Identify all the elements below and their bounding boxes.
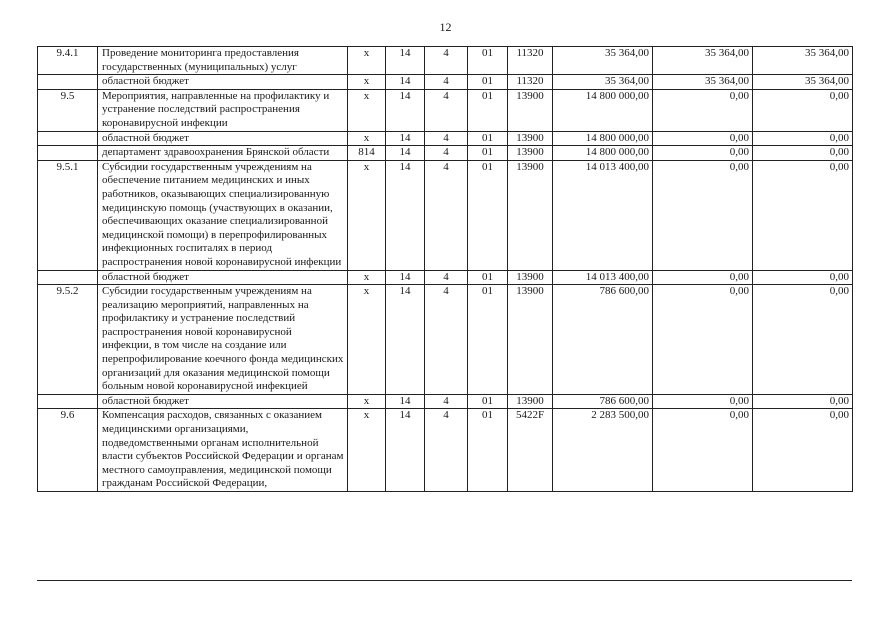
amount-year3-cell: 0,00 [753,89,853,131]
description-cell: Мероприятия, направленные на профилактику и устранение последствий распространения коронавирусной инфекции [98,89,348,131]
table-row [38,409,853,492]
amount-year1-cell: 14 800 000,00 [553,146,653,161]
description-cell: департамент здравоохранения Брянской области [98,146,348,161]
admin-code-cell: x [348,409,386,492]
description-cell: Субсидии государственным учреждениям на обеспечение питанием медицинских и иных работников, оказывающих специализированную медицинскую помощь (участвующих в оказании, обеспечивающих оказание специализированной медицинской помощи) в перепрофилированных инфекционных госпиталях в период распространения новой коронавирусной инфекции [98,160,348,270]
amount-year2-cell: 0,00 [653,131,753,146]
amount-year1-cell: 35 364,00 [553,75,653,90]
section-cell: 14 [386,270,425,285]
row-number-cell [38,146,98,161]
description-cell: Компенсация расходов, связанных с оказанием медицинскими организациями, подведомственными органам исполнительной власти субъектов Российской Федерации и органам местного самоуправления, медицинской помощи гражданам Российской Федерации, [98,409,348,492]
section-cell: 14 [386,285,425,395]
row-number-cell [38,75,98,90]
page-number: 12 [439,20,452,34]
table-row [38,285,853,395]
row-number-cell: 9.5.1 [38,160,98,270]
table-row [38,131,853,146]
target-code-cell: 11320 [508,47,553,75]
amount-year3-cell: 0,00 [753,131,853,146]
section-cell: 14 [386,160,425,270]
table-row [38,394,853,409]
section-cell: 14 [386,409,425,492]
admin-code-cell: x [348,75,386,90]
subsection-cell: 01 [468,160,508,270]
subsection-cell: 01 [468,409,508,492]
subprogram-cell: 4 [425,394,468,409]
subprogram-cell: 4 [425,146,468,161]
subprogram-cell: 4 [425,285,468,395]
row-number-cell: 9.5 [38,89,98,131]
target-code-cell: 13900 [508,146,553,161]
target-code-cell: 5422F [508,409,553,492]
amount-year1-cell: 14 800 000,00 [553,131,653,146]
subprogram-cell: 4 [425,160,468,270]
admin-code-cell: x [348,160,386,270]
admin-code-cell: x [348,285,386,395]
admin-code-cell: 814 [348,146,386,161]
table-row [38,89,853,131]
amount-year3-cell: 35 364,00 [753,75,853,90]
row-number-cell [38,394,98,409]
table-row [38,270,853,285]
amount-year3-cell: 0,00 [753,285,853,395]
section-cell: 14 [386,47,425,75]
section-cell: 14 [386,89,425,131]
description-cell: областной бюджет [98,270,348,285]
subsection-cell: 01 [468,394,508,409]
admin-code-cell: x [348,394,386,409]
subprogram-cell: 4 [425,409,468,492]
section-cell: 14 [386,146,425,161]
row-number-cell: 9.4.1 [38,47,98,75]
amount-year2-cell: 0,00 [653,409,753,492]
admin-code-cell: x [348,270,386,285]
amount-year1-cell: 2 283 500,00 [553,409,653,492]
admin-code-cell: x [348,89,386,131]
admin-code-cell: x [348,47,386,75]
target-code-cell: 13900 [508,89,553,131]
subsection-cell: 01 [468,47,508,75]
amount-year2-cell: 0,00 [653,160,753,270]
target-code-cell: 11320 [508,75,553,90]
subsection-cell: 01 [468,285,508,395]
subsection-cell: 01 [468,270,508,285]
amount-year3-cell: 0,00 [753,160,853,270]
target-code-cell: 13900 [508,285,553,395]
table-row [38,47,853,75]
row-number-cell [38,270,98,285]
description-cell: областной бюджет [98,131,348,146]
row-number-cell: 9.6 [38,409,98,492]
subsection-cell: 01 [468,131,508,146]
subsection-cell: 01 [468,146,508,161]
amount-year2-cell: 0,00 [653,89,753,131]
section-cell: 14 [386,131,425,146]
amount-year3-cell: 0,00 [753,394,853,409]
section-cell: 14 [386,394,425,409]
amount-year3-cell: 0,00 [753,146,853,161]
table-row [38,160,853,270]
section-cell: 14 [386,75,425,90]
amount-year3-cell: 0,00 [753,409,853,492]
amount-year1-cell: 35 364,00 [553,47,653,75]
subprogram-cell: 4 [425,270,468,285]
subsection-cell: 01 [468,89,508,131]
amount-year2-cell: 0,00 [653,146,753,161]
amount-year1-cell: 14 013 400,00 [553,160,653,270]
amount-year1-cell: 786 600,00 [553,285,653,395]
subprogram-cell: 4 [425,89,468,131]
target-code-cell: 13900 [508,131,553,146]
target-code-cell: 13900 [508,270,553,285]
table-bottom-border [37,580,852,581]
table-row [38,146,853,161]
amount-year1-cell: 14 013 400,00 [553,270,653,285]
amount-year2-cell: 0,00 [653,394,753,409]
amount-year1-cell: 786 600,00 [553,394,653,409]
subprogram-cell: 4 [425,47,468,75]
subsection-cell: 01 [468,75,508,90]
amount-year2-cell: 35 364,00 [653,47,753,75]
target-code-cell: 13900 [508,394,553,409]
amount-year2-cell: 35 364,00 [653,75,753,90]
description-cell: Проведение мониторинга предоставления государственных (муниципальных) услуг [98,47,348,75]
target-code-cell: 13900 [508,160,553,270]
admin-code-cell: x [348,131,386,146]
subprogram-cell: 4 [425,75,468,90]
amount-year1-cell: 14 800 000,00 [553,89,653,131]
description-cell: Субсидии государственным учреждениям на реализацию мероприятий, направленных на профилактику и устранение последствий распространения новой коронавирусной инфекции, в том числе на создание или перепрофилирование коечного фонда медицинских организаций для оказания медицинской помощи больным новой коронавирусной инфекцией [98,285,348,395]
row-number-cell [38,131,98,146]
table-row [38,75,853,90]
description-cell: областной бюджет [98,394,348,409]
description-cell: областной бюджет [98,75,348,90]
amount-year2-cell: 0,00 [653,285,753,395]
amount-year2-cell: 0,00 [653,270,753,285]
subprogram-cell: 4 [425,131,468,146]
row-number-cell: 9.5.2 [38,285,98,395]
amount-year3-cell: 35 364,00 [753,47,853,75]
budget-table [37,46,853,492]
amount-year3-cell: 0,00 [753,270,853,285]
